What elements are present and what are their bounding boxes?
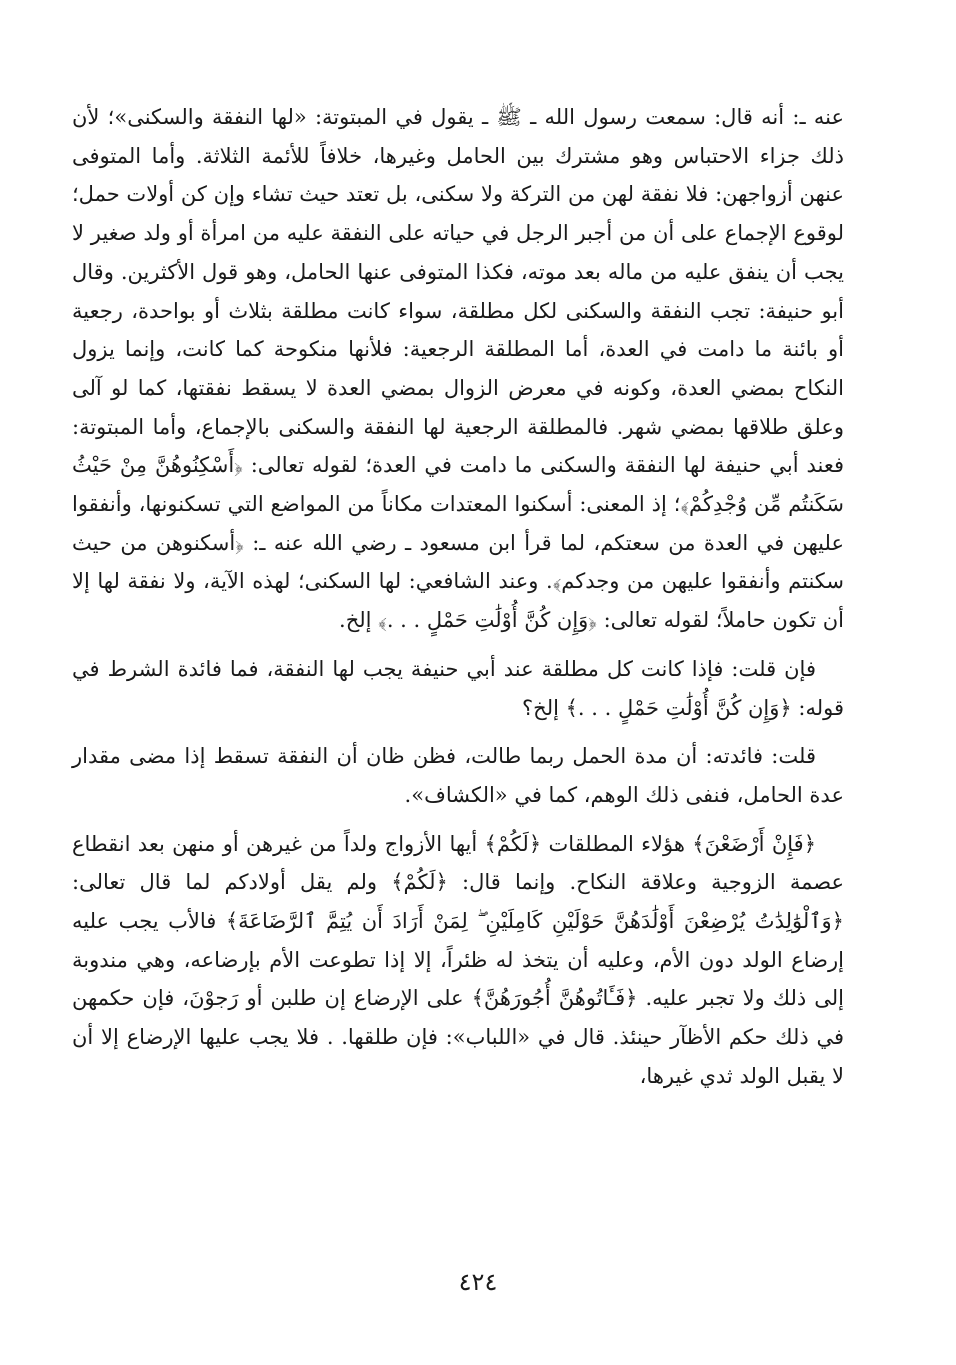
paragraph-2: فإن قلت: فإذا كانت كل مطلقة عند أبي حنيفة يجب لها النفقة، فما فائدة الشرط في قوله: ﴿وَإِن كُنَّ أُوْلَٰتِ حَمْلٍ . . .﴾ إلخ؟ [72,656,844,720]
paragraph-1: عنه ـ: أنه قال: سمعت رسول الله ـ ﷺ ـ يقول في المبتوتة: «لها النفقة والسكنى»؛ لأن ذلك جزاء الاحتباس وهو مشترك بين الحامل وغيرها، خلافاً للأئمة الثلاثة. وأما المتوفى عنهن أزواجهن: فلا نفقة لهن من التركة ولا سكنى، بل تعتد حيث تشاء وإن كن أولات حمل؛ لوقوع الإجماع على أن من أجبر الرجل في حياته على النفقة عليه من امرأة أو ولد صغير لا يجب أن ينفق عليه من ماله بعد موته، فكذا المتوفى عنها الحامل، وهو قول الأكثرين. وقال أبو حنيفة: تجب النفقة والسكنى لكل مطلقة، سواء كانت مطلقة بثلاث أو بواحدة، رجعية أو بائنة ما دامت في العدة، أما المطلقة الرجعية: فلأنها منكوحة كما كانت، وإنما يزول النكاح بمضي العدة، وكونه في معرض الزوال بمضي العدة لا يسقط نفقتها، كما لو آلى وعلق طلاقها بمضي شهر. فالمطلقة الرجعية لها النفقة والسكنى بالإجماع، وأما المبتوتة: فعند أبي حنيفة لها النفقة والسكنى ما دامت في العدة؛ لقوله تعالى: ﴿أَسْكِنُوهُنَّ مِنْ حَيْثُ سَكَنتُم مِّن وُجْدِكُمْ﴾؛ إذ المعنى: أسكنوا المعتدات مكاناً من المواضع التي تسكنونها، وأنفقوا عليهن في العدة من سعتكم، لما قرأ ابن مسعود ـ رضي الله عنه ـ: ﴿أسكنوهن من حيث سكنتم وأنفقوا عليهن من وجدكم﴾. وعند الشافعي: لها السكنى؛ لهذه الآية، ولا نفقة لها إلا أن تكون حاملاً؛ لقوله تعالى: ﴿وَإِن كُنَّ أُوْلَٰتِ حَمْلٍ . . .﴾ إلخ. [72,105,844,633]
paragraph-3: قلت: فائدته: أن مدة الحمل ربما طالت، فظن ظان أن النفقة تسقط إذا مضى مقدار عدة الحامل، فنفى ذلك الوهم، كما في «الكشاف». [72,744,844,807]
paragraph-4: ﴿فَإِنْ أَرْضَعْنَ﴾ هؤلاء المطلقات ﴿لَكُمْ﴾ أيها الأزواج ولداً من غيرهن أو منهن بعد انقطاع عصمة الزوجية وعلاقة النكاح. وإنما قال: ﴿لَكُمْ﴾ ولم يقل أولادكم لما قال تعالى: ﴿وَٱلْوَٰلِدَٰتُ يُرْضِعْنَ أَوْلَٰدَهُنَّ حَوْلَيْنِ كَامِلَيْنِ ۖ لِمَنْ أَرَادَ أَن يُتِمَّ ٱلرَّضَاعَةَ﴾ فالأب يجب عليه إرضاع الولد دون الأم، وعليه أن يتخذ له ظئراً، إلا إذا تطوعت الأم بإرضاعه، وهي مندوبة إلى ذلك ولا تجبر عليه. ﴿فَـَٔاتُوهُنَّ أُجُورَهُنَّ﴾ على الإرضاع إن طلبن أو رَجوْنَ، فإن حكمهن في ذلك حكم الأظآر حينئذ. قال في «اللباب»: فإن طلقها. . فلا يجب عليها الإرضاع إلا أن لا يقبل الولد ثدي غيرها، [72,831,844,1088]
page-number: ٤٢٤ [458,1268,498,1296]
